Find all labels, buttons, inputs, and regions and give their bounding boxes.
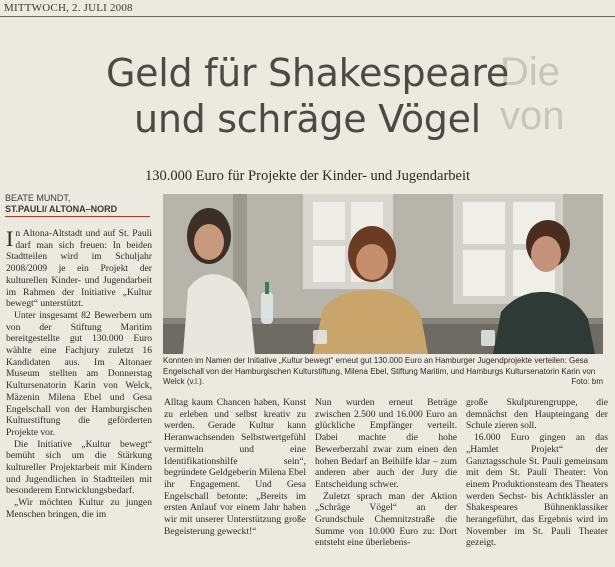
headline-line-1: Geld für Shakespeare xyxy=(105,51,510,95)
article-headline xyxy=(0,50,615,142)
article-paragraph: 16.000 Euro gingen an das „Hamlet Projekt“ der Ganztagsschule St. Pauli gemeinsam mit dem St. Pauli Theater: Von einem Produktionsteam des Theaters werden Sechst- bis Achtklässler an Shakespeares Bühnenklassiker herangeführt, das Ergebnis wird im November im St. Pauli Theater gezeigt. xyxy=(466,432,608,549)
article-column-1 xyxy=(6,228,152,521)
section-rule xyxy=(5,216,150,217)
photo-credit: Foto: bm xyxy=(571,377,603,386)
photo-caption xyxy=(163,356,603,388)
article-photo xyxy=(163,194,603,354)
page-dateline: MITTWOCH, 2. JULI 2008 xyxy=(4,2,133,14)
headline-line-2: und schräge Vögel xyxy=(134,97,481,141)
article-paragraph: große Skulpturengruppe, die demnächst den Haupteingang der Schule zieren soll. xyxy=(466,397,608,432)
bleed-through-background: Die von xyxy=(500,50,565,138)
top-rule xyxy=(0,16,615,17)
paragraph-text: n Altona-Altstadt und auf St. Pauli darf man sich freuen: In beiden Stadtteilen wird im Schuljahr 2008/2009 je ein Projekt der kulturellen Kinder- und Jugendarbeit im Rahmen der Initiative „Kultur bewegt“ unterstützt. xyxy=(6,228,152,310)
article-paragraph: Unter insgesamt 82 Bewerbern um von der Stiftung Maritim bereitgestellte gut 130.000 Euro wählte eine Fachjury zuletzt 16 Kandidaten aus. Im Altonaer Museum stellten am Donnerstag Kultursenatorin Karin von Welck, Mäzenin Milena Ebel und Gesa Engelschall von der Hamburgischen Kulturstiftung die geförderten Projekte vor. xyxy=(6,309,152,438)
article-paragraph: „Wir möchten Kultur zu jungen Menschen bringen, die im xyxy=(6,497,152,520)
article-paragraph: Die Initiative „Kultur bewegt“ bemüht sich um die Stärkung kultureller Projektarbeit mit Kindern und Jugendlichen in Stadtteilen mit besonderem Entwicklungsbedarf. xyxy=(6,438,152,497)
photo-illustration xyxy=(163,194,603,354)
article-column-3 xyxy=(315,397,457,549)
photo-caption-text: Konnten im Namen der Initiative „Kultur bewegt“ erneut gut 130.000 Euro an Hamburger Jugendprojekte verteilen: Gesa Engelschall von der Hamburgischen Kulturstiftung, Milena Ebel, Stiftung Maritim, und Hamburgs Kultursenatorin Karin von Welck (v.l.). xyxy=(163,356,596,386)
article-paragraph: Zuletzt sprach man der Aktion „Schräge Vögel“ an der Grundschule Chemnitzstraße die Summe von 10.000 Euro zu: Dort entsteht eine überlebens- xyxy=(315,490,457,549)
article-subheadline: 130.000 Euro für Projekte der Kinder- und Jugendarbeit xyxy=(144,168,471,184)
article-paragraph xyxy=(6,228,152,310)
byline-author: BEATE MUNDT, xyxy=(5,193,71,203)
article-paragraph: Alltag kaum Chancen haben, Kunst zu erleben und selbst kreativ zu werden. Gerade Kultur kann Heranwachsenden Selbstwertgefühl vermitteln und eine Identifikationshilfe sein“, begründete Geldgeberin Milena Ebel ihr Engagement. Und Gesa Engelschall betonte: „Bereits im ersten Anlauf vor einem Jahr haben wir mit unserer Unterstützung große Begeisterung geweckt!“ xyxy=(164,397,306,537)
article-column-2 xyxy=(164,397,306,537)
byline-section: ST.PAULI/ ALTONA–NORD xyxy=(5,204,118,214)
article-column-4 xyxy=(466,397,608,549)
article-paragraph: Nun wurden erneut Beträge zwischen 2.500 und 16.000 Euro an glückliche Empfänger verteilt. Dabei machte die hohe Bewerberzahl zwar zum einen den hohen Bedarf an Beihilfe klar – zum anderen aber auch der Jury die Entscheidung schwer. xyxy=(315,397,457,490)
drop-cap: I xyxy=(6,226,14,251)
